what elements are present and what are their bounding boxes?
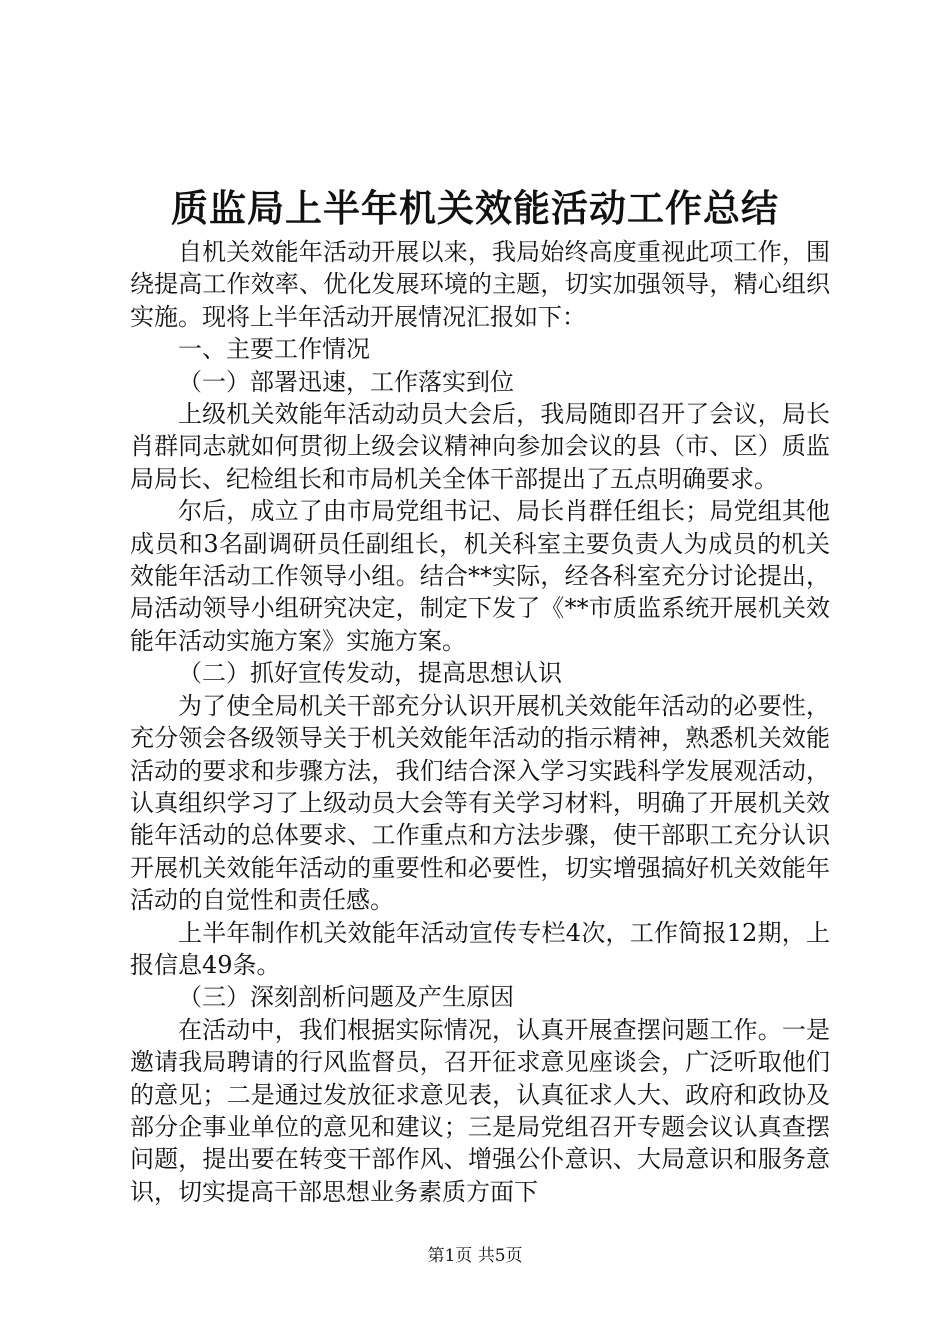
- body-paragraph: 上级机关效能年活动动员大会后，我局随即召开了会议，局长肖群同志就如何贯彻上级会议精神向参加会议的县（市、区）质监局局长、纪检组长和市局机关全体干部提出了五点明确要求。: [130, 400, 830, 493]
- subsection-heading-1: （一）部署迅速，工作落实到位: [178, 367, 514, 396]
- document-body: [130, 236, 830, 1208]
- subsection-heading-3: （三）深刻剖析问题及产生原因: [178, 983, 514, 1012]
- section-heading-1: 一、主要工作情况: [178, 335, 370, 364]
- document-title: 质监局上半年机关效能活动工作总结: [171, 186, 779, 230]
- body-paragraph: 在活动中，我们根据实际情况，认真开展查摆问题工作。一是邀请我局聘请的行风监督员，召开征求意见座谈会，广泛听取他们的意见；二是通过发放征求意见表，认真征求人大、政府和政协及部分企事业单位的意见和建议；三是局党组召开专题会议认真查摆问题，提出要在转变干部作风、增强公仆意识、大局意识和服务意识，切实提高干部思想业务素质方面下: [130, 1015, 830, 1206]
- body-paragraph: 尔后，成立了由市局党组书记、局长肖群任组长；局党组其他成员和3名副调研员任副组长，机关科室主要负责人为成员的机关效能年活动工作领导小组。结合**实际，经各科室充分讨论提出，局活动领导小组研究决定，制定下发了《**市质监系统开展机关效能年活动实施方案》实施方案。: [130, 497, 830, 655]
- subsection-heading-2: （二）抓好宣传发动，提高思想认识: [178, 659, 562, 688]
- intro-paragraph: 自机关效能年活动开展以来，我局始终高度重视此项工作，围绕提高工作效率、优化发展环境的主题，切实加强领导，精心组织实施。现将上半年活动开展情况汇报如下：: [130, 238, 830, 331]
- body-paragraph: 上半年制作机关效能年活动宣传专栏4次，工作简报12期，上报信息49条。: [130, 918, 830, 979]
- page-number-footer: 第1页 共5页: [427, 1246, 523, 1266]
- body-paragraph: 为了使全局机关干部充分认识开展机关效能年活动的必要性，充分领会各级领导关于机关效能年活动的指示精神，熟悉机关效能活动的要求和步骤方法，我们结合深入学习实践科学发展观活动，认真组织学习了上级动员大会等有关学习材料，明确了开展机关效能年活动的总体要求、工作重点和方法步骤，使干部职工充分认识开展机关效能年活动的重要性和必要性，切实增强搞好机关效能年活动的自觉性和责任感。: [130, 691, 830, 915]
